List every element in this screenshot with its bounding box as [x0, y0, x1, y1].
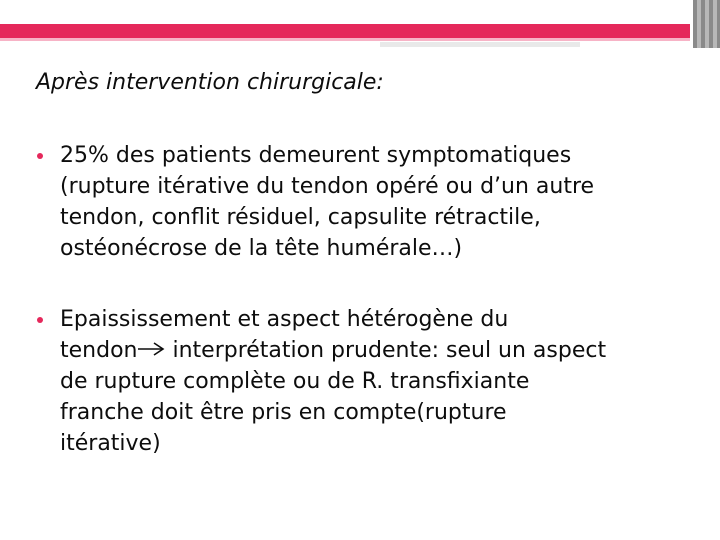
bullet-1-line-3: tendon, conflit résiduel, capsulite rétractile, — [60, 205, 541, 230]
bullet-dot-icon — [37, 317, 43, 323]
slide-title: Après intervention chirurgicale: — [36, 70, 384, 95]
bullet-2-line-2 — [60, 335, 706, 366]
bullet-1-line-2: (rupture itérative du tendon opéré ou d’un autre — [60, 174, 595, 199]
right-arrow-icon — [137, 341, 165, 357]
header-accent-bar — [0, 24, 690, 38]
bullet-1-line-1: 25% des patients demeurent symptomatiques — [60, 143, 572, 168]
bullet-2-after-arrow-text: interprétation prudente: seul un aspect — [165, 338, 607, 363]
corner-stripe — [697, 0, 701, 48]
corner-stripe — [713, 0, 717, 48]
bullet-2-line-1: Epaississement et aspect hétérogène du — [60, 307, 509, 332]
bullet-item-2 — [36, 304, 706, 459]
header-shadow — [380, 42, 580, 47]
bullet-2-line-4: franche doit être pris en compte(rupture — [60, 400, 507, 425]
bullet-item-1 — [36, 140, 706, 264]
corner-decoration — [693, 0, 720, 48]
bullet-2-tendon-text: tendon — [60, 338, 138, 363]
bullet-2-line-5: itérative) — [60, 431, 161, 456]
corner-stripe — [705, 0, 709, 48]
bullet-2-line-3: de rupture complète ou de R. transfixiante — [60, 369, 530, 394]
bullet-1-line-4: ostéonécrose de la tête humérale…) — [60, 236, 463, 261]
bullet-dot-icon — [37, 153, 43, 159]
header-accent-line — [0, 38, 690, 41]
bullet-list — [36, 140, 706, 459]
